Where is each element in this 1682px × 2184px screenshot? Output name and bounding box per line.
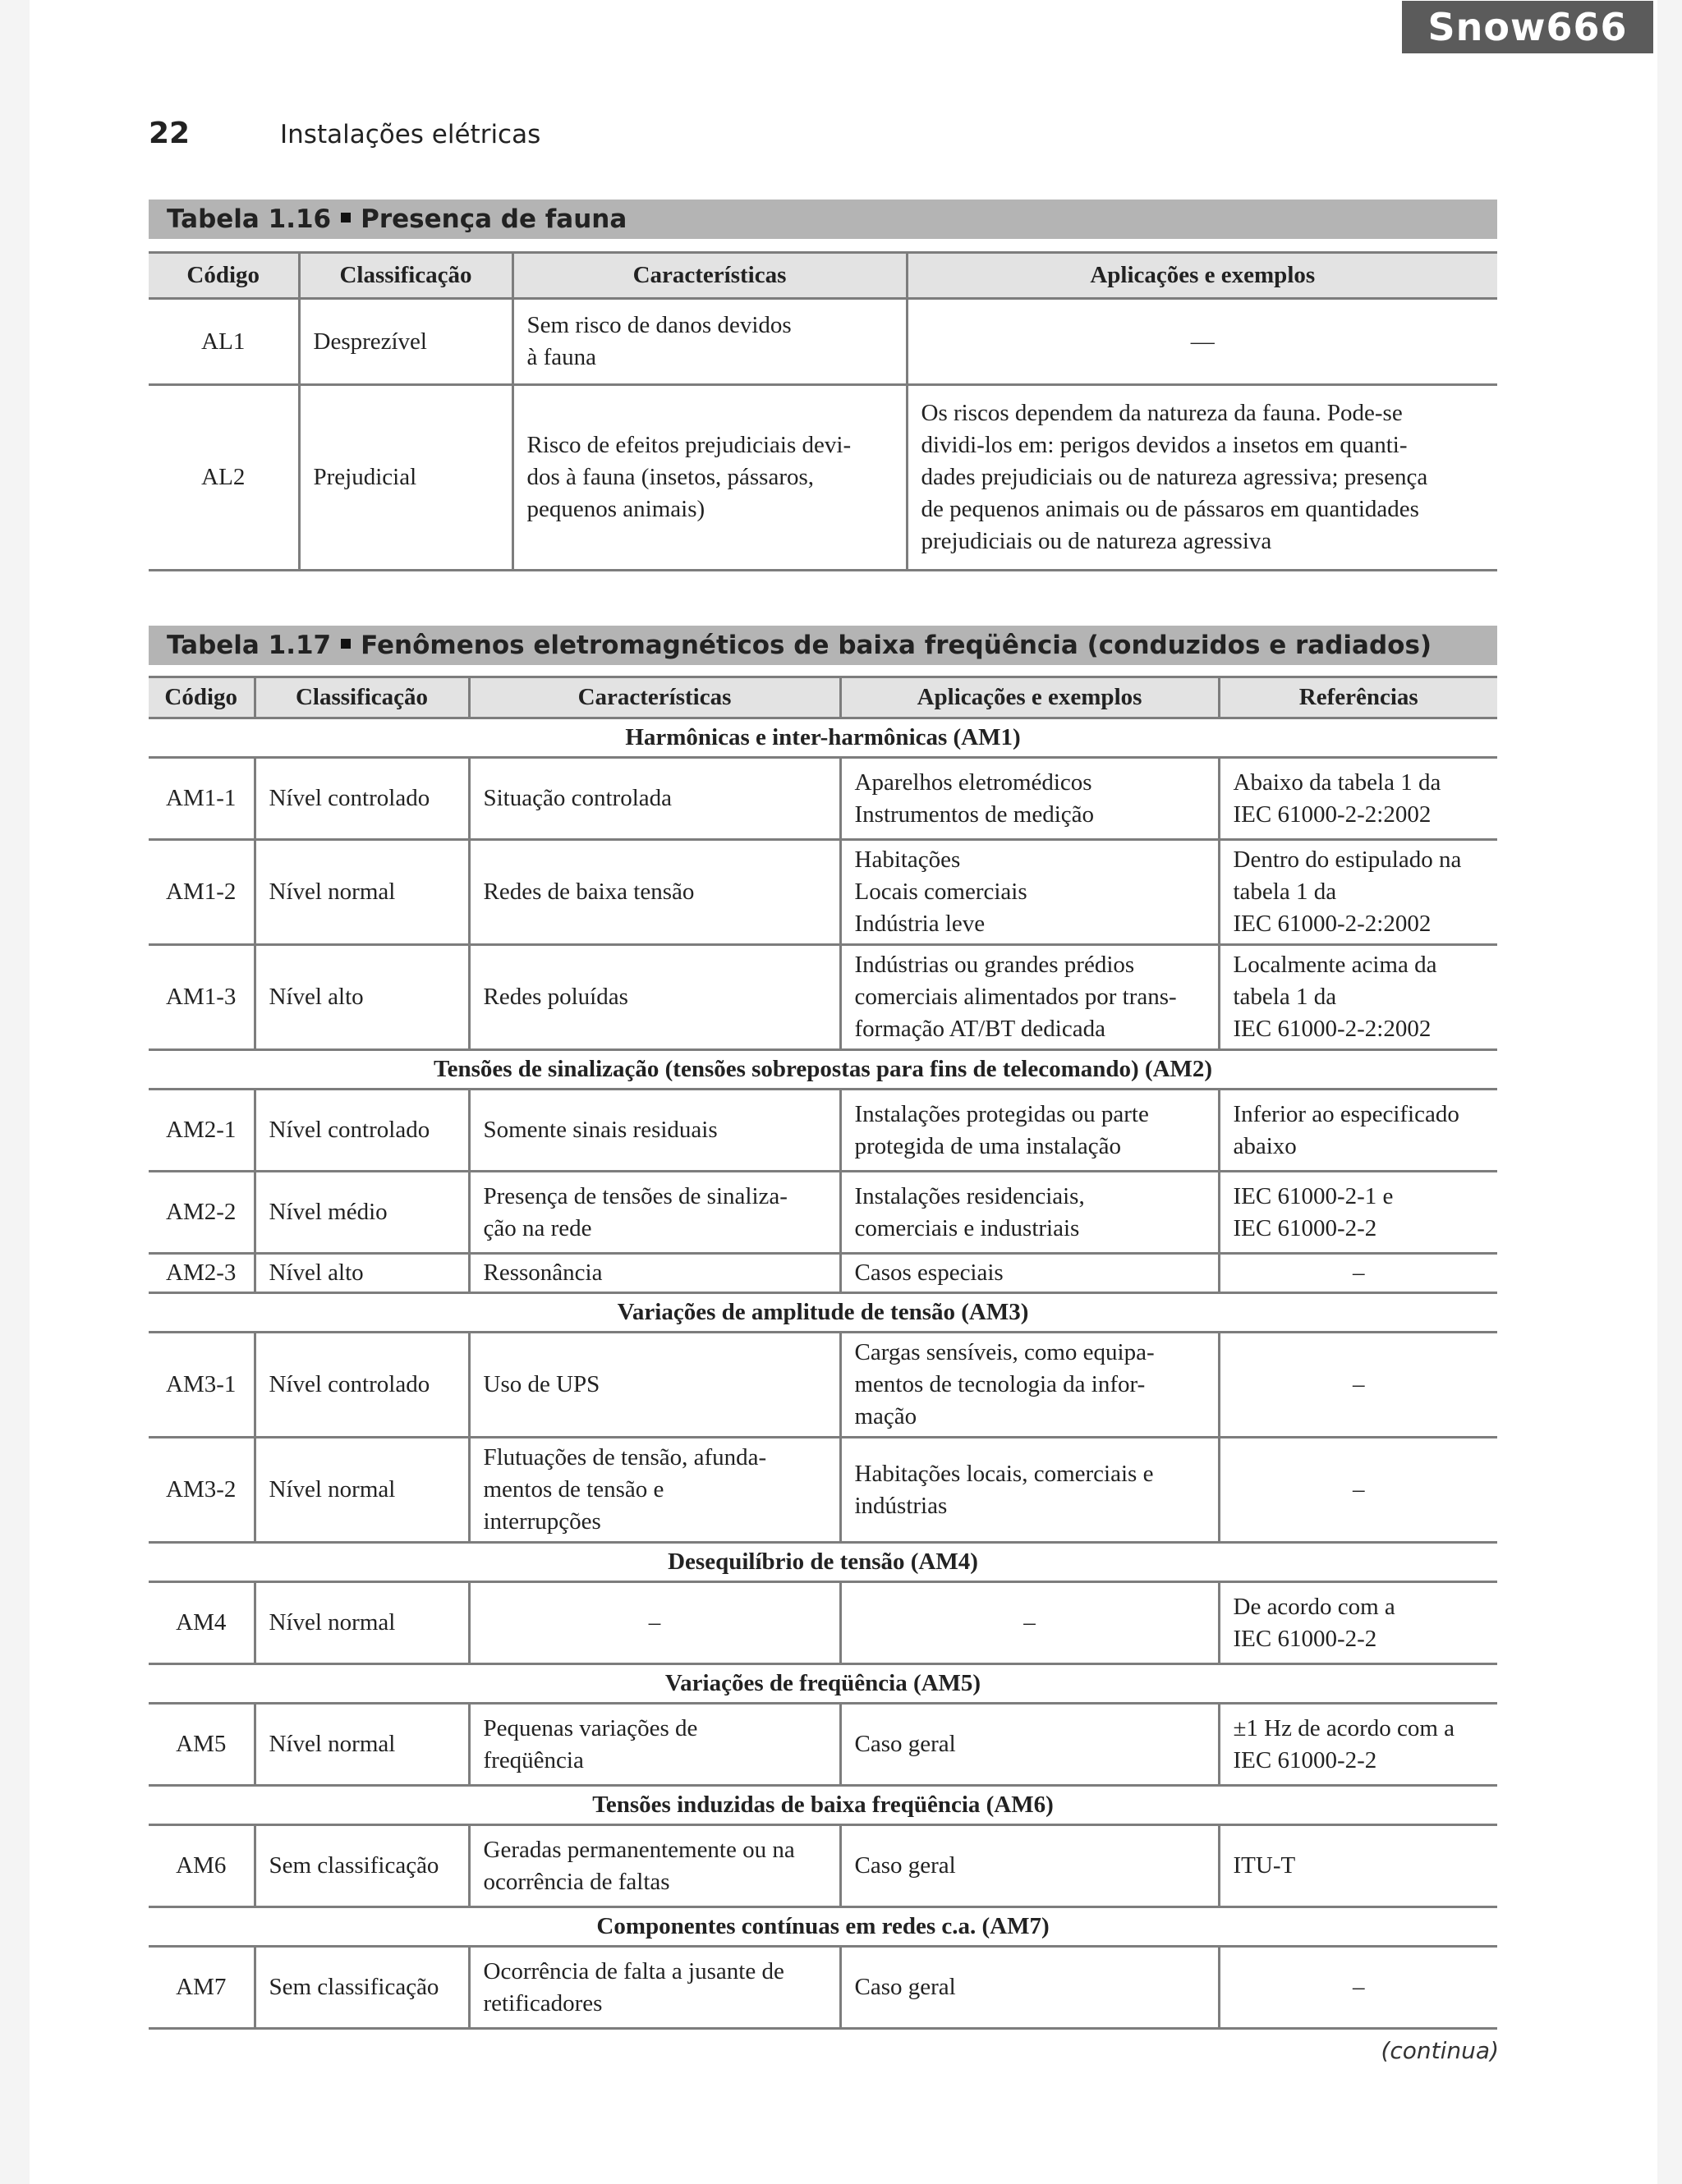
- cell-line: Inferior ao especificado: [1233, 1100, 1459, 1127]
- cell-line: IEC 61000-2-2: [1233, 1214, 1377, 1241]
- cell-line: Ressonância: [483, 1259, 603, 1286]
- references-cell: [1219, 945, 1497, 1050]
- cell-line: Caso geral: [854, 1974, 956, 2000]
- cell-line: IEC 61000-2-2:2002: [1233, 801, 1432, 828]
- cell-line: ±1 Hz de acordo com a: [1233, 1714, 1455, 1741]
- section-title: Variações de freqüência (AM5): [149, 1664, 1497, 1704]
- code-cell: AM3-1: [149, 1333, 255, 1438]
- column-header: Referências: [1219, 677, 1497, 718]
- classification-cell: Sem classificação: [255, 1825, 469, 1907]
- section-row: [149, 1293, 1497, 1333]
- cell-line: dades prejudiciais ou de natureza agressiva; presença: [921, 464, 1428, 490]
- cell-line: mentos de tecnologia da infor-: [854, 1371, 1146, 1397]
- cell-line: Cargas sensíveis, como equipa-: [854, 1339, 1155, 1365]
- characteristics-cell: [512, 385, 907, 571]
- column-header: Código: [149, 677, 255, 718]
- characteristics-cell: [469, 1947, 840, 2029]
- characteristics-cell: [469, 1254, 840, 1293]
- characteristics-cell: [469, 1333, 840, 1438]
- cell-line: protegida de uma instalação: [854, 1132, 1122, 1159]
- page-header: [149, 117, 540, 150]
- cell-line: –: [648, 1609, 661, 1636]
- cell-line: Somente sinais residuais: [483, 1117, 718, 1143]
- references-cell: [1219, 1438, 1497, 1543]
- cell-line: freqüência: [483, 1746, 584, 1773]
- table-row: [149, 299, 1497, 385]
- characteristics-cell: [469, 758, 840, 840]
- cell-line: comerciais alimentados por trans-: [854, 984, 1177, 1010]
- references-cell: [1219, 840, 1497, 945]
- column-header: Características: [512, 253, 907, 299]
- cell-line: IEC 61000-2-2: [1233, 1625, 1377, 1652]
- section-row: [149, 1786, 1497, 1825]
- section-row: [149, 1664, 1497, 1704]
- section-title: Tensões de sinalização (tensões sobrepostas para fins de telecomando) (AM2): [149, 1050, 1497, 1090]
- classification-cell: Desprezível: [299, 299, 512, 385]
- cell-line: Habitações locais, comerciais e: [854, 1460, 1154, 1487]
- column-header: Classificação: [255, 677, 469, 718]
- cell-line: dividi-los em: perigos devidos a insetos em quanti-: [921, 432, 1408, 458]
- cell-line: Redes de baixa tensão: [483, 879, 695, 905]
- applications-cell: [840, 1825, 1219, 1907]
- cell-line: IEC 61000-2-2:2002: [1233, 911, 1432, 937]
- applications-cell: [840, 1947, 1219, 2029]
- cell-line: de pequenos animais ou de pássaros em quantidades: [921, 496, 1419, 522]
- cell-line: Geradas permanentemente ou na: [483, 1836, 795, 1863]
- cell-line: Ocorrência de falta a jusante de: [483, 1957, 784, 1984]
- table-row: [149, 1090, 1497, 1172]
- column-header: Classificação: [299, 253, 512, 299]
- code-cell: AL1: [149, 299, 299, 385]
- code-cell: AM7: [149, 1947, 255, 2029]
- code-cell: AM4: [149, 1582, 255, 1664]
- cell-line: Presença de tensões de sinaliza-: [483, 1182, 788, 1209]
- cell-line: abaixo: [1233, 1132, 1297, 1159]
- references-cell: [1219, 1333, 1497, 1438]
- characteristics-cell: [512, 299, 907, 385]
- applications-cell: [840, 840, 1219, 945]
- watermark-logo: [1402, 1, 1653, 53]
- characteristics-cell: [469, 1704, 840, 1786]
- column-header: Código: [149, 253, 299, 299]
- cell-line: à fauna: [526, 344, 597, 370]
- characteristics-cell: [469, 1438, 840, 1543]
- cell-line: Caso geral: [854, 1852, 956, 1879]
- references-cell: [1219, 1582, 1497, 1664]
- table-row: [149, 945, 1497, 1050]
- section-title: Desequilíbrio de tensão (AM4): [149, 1543, 1497, 1582]
- table-17-label: Tabela 1.17: [167, 631, 332, 660]
- section-title: Tensões induzidas de baixa freqüência (AM6): [149, 1786, 1497, 1825]
- cell-line: Localmente acima da: [1233, 952, 1437, 978]
- cell-line: tabela 1 da: [1233, 879, 1337, 905]
- cell-line: Dentro do estipulado na: [1233, 847, 1462, 873]
- code-cell: AM2-2: [149, 1172, 255, 1254]
- cell-line: Pequenas variações de: [483, 1714, 698, 1741]
- cell-line: —: [1190, 328, 1215, 355]
- cell-line: interrupções: [483, 1508, 601, 1535]
- code-cell: AM2-3: [149, 1254, 255, 1293]
- applications-cell: [840, 1582, 1219, 1664]
- classification-cell: Prejudicial: [299, 385, 512, 571]
- table-row: [149, 1704, 1497, 1786]
- section-row: [149, 1907, 1497, 1947]
- table-16-label: Tabela 1.16: [167, 204, 332, 234]
- classification-cell: Nível controlado: [255, 758, 469, 840]
- cell-line: Aparelhos eletromédicos: [854, 769, 1092, 796]
- table-16-caption: [149, 200, 1497, 239]
- references-cell: [1219, 1825, 1497, 1907]
- classification-cell: Nível alto: [255, 1254, 469, 1293]
- page-number: 22: [149, 117, 191, 150]
- watermark-text: Snow666: [1427, 5, 1628, 49]
- applications-cell: [840, 1704, 1219, 1786]
- classification-cell: Nível normal: [255, 1438, 469, 1543]
- cell-line: ITU-T: [1233, 1852, 1296, 1879]
- classification-cell: Nível alto: [255, 945, 469, 1050]
- caption-bullet-icon: [341, 213, 351, 223]
- cell-line: mação: [854, 1403, 917, 1429]
- code-cell: AM2-1: [149, 1090, 255, 1172]
- table-16: [149, 251, 1497, 571]
- cell-line: Abaixo da tabela 1 da: [1233, 769, 1441, 796]
- cell-line: Instalações residenciais,: [854, 1182, 1085, 1209]
- references-cell: [1219, 1254, 1497, 1293]
- code-cell: AM6: [149, 1825, 255, 1907]
- section-title: Harmônicas e inter-harmônicas (AM1): [149, 718, 1497, 758]
- classification-cell: Nível normal: [255, 1704, 469, 1786]
- continuation-note: (continua): [1381, 2037, 1499, 2064]
- applications-cell: [840, 1090, 1219, 1172]
- references-cell: [1219, 1704, 1497, 1786]
- cell-line: –: [1023, 1609, 1036, 1636]
- table-row: [149, 1582, 1497, 1664]
- classification-cell: Sem classificação: [255, 1947, 469, 2029]
- references-cell: [1219, 758, 1497, 840]
- applications-cell: [840, 1438, 1219, 1543]
- applications-cell: [907, 299, 1497, 385]
- cell-line: De acordo com a: [1233, 1593, 1395, 1620]
- table-row: [149, 1172, 1497, 1254]
- cell-line: Flutuações de tensão, afunda-: [483, 1444, 767, 1471]
- characteristics-cell: [469, 1825, 840, 1907]
- cell-line: Risco de efeitos prejudiciais devi-: [526, 432, 852, 458]
- table-17-title: Fenômenos eletromagnéticos de baixa freqüência (conduzidos e radiados): [361, 631, 1432, 660]
- cell-line: Indústria leve: [854, 911, 986, 937]
- applications-cell: [907, 385, 1497, 571]
- column-header: Características: [469, 677, 840, 718]
- code-cell: AM1-2: [149, 840, 255, 945]
- column-header: Aplicações e exemplos: [907, 253, 1497, 299]
- table-row: [149, 1438, 1497, 1543]
- caption-bullet-icon: [341, 639, 351, 649]
- classification-cell: Nível normal: [255, 1582, 469, 1664]
- section-row: [149, 1543, 1497, 1582]
- characteristics-cell: [469, 1172, 840, 1254]
- section-row: [149, 1050, 1497, 1090]
- references-cell: [1219, 1172, 1497, 1254]
- cell-line: Situação controlada: [483, 785, 672, 811]
- cell-line: comerciais e industriais: [854, 1214, 1080, 1241]
- cell-line: mentos de tensão e: [483, 1476, 664, 1503]
- cell-line: IEC 61000-2-2: [1233, 1746, 1377, 1773]
- running-title: Instalações elétricas: [280, 120, 541, 149]
- cell-line: Instalações protegidas ou parte: [854, 1100, 1149, 1127]
- code-cell: AM5: [149, 1704, 255, 1786]
- cell-line: –: [1353, 1974, 1365, 2000]
- cell-line: Sem risco de danos devidos: [526, 312, 792, 338]
- table-row: [149, 1947, 1497, 2029]
- cell-line: formação AT/BT dedicada: [854, 1016, 1105, 1042]
- code-cell: AM1-1: [149, 758, 255, 840]
- table-row: [149, 1333, 1497, 1438]
- cell-line: ocorrência de faltas: [483, 1868, 670, 1895]
- column-header: Aplicações e exemplos: [840, 677, 1219, 718]
- applications-cell: [840, 1333, 1219, 1438]
- cell-line: prejudiciais ou de natureza agressiva: [921, 528, 1272, 554]
- cell-line: retificadores: [483, 1989, 603, 2017]
- cell-line: ção na rede: [483, 1214, 592, 1241]
- characteristics-cell: [469, 1582, 840, 1664]
- cell-line: Uso de UPS: [483, 1371, 600, 1397]
- cell-line: IEC 61000-2-2:2002: [1233, 1016, 1432, 1042]
- cell-line: pequenos animais): [526, 496, 705, 522]
- cell-line: Caso geral: [854, 1731, 956, 1757]
- cell-line: Os riscos dependem da natureza da fauna. Pode-se: [921, 400, 1403, 426]
- section-title: Variações de amplitude de tensão (AM3): [149, 1293, 1497, 1333]
- code-cell: AM1-3: [149, 945, 255, 1050]
- table-17: [149, 676, 1497, 2030]
- cell-line: –: [1353, 1259, 1365, 1286]
- applications-cell: [840, 1172, 1219, 1254]
- applications-cell: [840, 945, 1219, 1050]
- section-title: Componentes contínuas em redes c.a. (AM7): [149, 1907, 1497, 1947]
- table-16-header-row: [149, 253, 1497, 299]
- cell-line: –: [1353, 1371, 1365, 1397]
- table-row: [149, 1825, 1497, 1907]
- characteristics-cell: [469, 1090, 840, 1172]
- cell-line: Redes poluídas: [483, 984, 628, 1010]
- cell-line: tabela 1 da: [1233, 984, 1337, 1010]
- cell-line: dos à fauna (insetos, pássaros,: [526, 464, 815, 490]
- characteristics-cell: [469, 840, 840, 945]
- classification-cell: Nível normal: [255, 840, 469, 945]
- references-cell: [1219, 1090, 1497, 1172]
- cell-line: –: [1353, 1476, 1365, 1503]
- cell-line: Instrumentos de medição: [854, 801, 1095, 828]
- cell-line: IEC 61000-2-1 e: [1233, 1182, 1394, 1209]
- classification-cell: Nível controlado: [255, 1090, 469, 1172]
- table-17-caption: [149, 626, 1497, 665]
- table-row: [149, 385, 1497, 571]
- cell-line: indústrias: [854, 1492, 948, 1519]
- table-17-header-row: [149, 677, 1497, 718]
- cell-line: Locais comerciais: [854, 879, 1027, 905]
- section-row: [149, 718, 1497, 758]
- classification-cell: Nível médio: [255, 1172, 469, 1254]
- cell-line: Habitações: [854, 847, 961, 873]
- table-row: [149, 758, 1497, 840]
- table-row: [149, 1254, 1497, 1293]
- table-16-title: Presença de fauna: [361, 204, 627, 234]
- table-row: [149, 840, 1497, 945]
- code-cell: AM3-2: [149, 1438, 255, 1543]
- characteristics-cell: [469, 945, 840, 1050]
- code-cell: AL2: [149, 385, 299, 571]
- cell-line: Indústrias ou grandes prédios: [854, 952, 1135, 978]
- applications-cell: [840, 1254, 1219, 1293]
- applications-cell: [840, 758, 1219, 840]
- cell-line: Casos especiais: [854, 1259, 1004, 1286]
- references-cell: [1219, 1947, 1497, 2029]
- classification-cell: Nível controlado: [255, 1333, 469, 1438]
